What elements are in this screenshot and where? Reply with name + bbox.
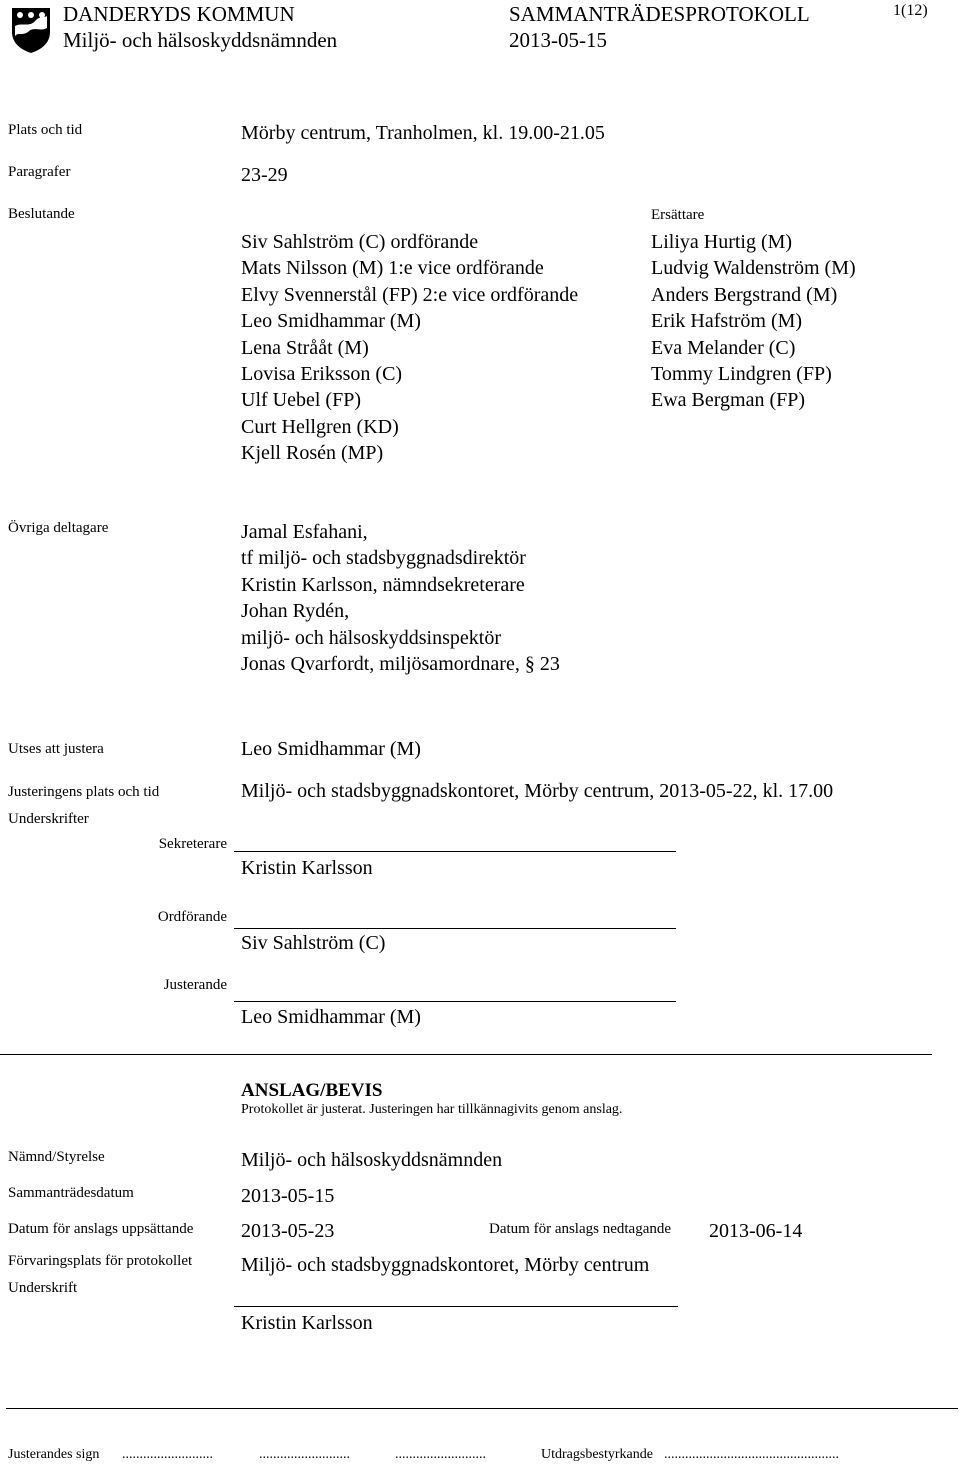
list-item: Eva Melander (C) <box>651 336 796 359</box>
substitutes-label: Ersättare <box>651 207 705 223</box>
list-item: Jamal Esfahani, <box>241 521 368 543</box>
adjustment-place-value: Miljö- och stadsbyggnadskontoret, Mörby centrum, 2013-05-22, kl. 17.00 <box>241 780 834 802</box>
notice-signature-name: Kristin Karlsson <box>241 1312 373 1334</box>
secretary-label: Sekreterare <box>158 836 227 852</box>
appointed-adjuster-value: Leo Smidhammar (M) <box>241 738 421 760</box>
org-name: DANDERYDS KOMMUN <box>63 2 295 26</box>
municipal-coat-of-arms-icon <box>10 6 52 54</box>
other-participants-label: Övriga deltagare <box>8 520 109 536</box>
list-item: Ludvig Waldenström (M) <box>651 257 856 280</box>
meeting-date-label: Sammanträdesdatum <box>8 1185 134 1201</box>
document-type: SAMMANTRÄDESPROTOKOLL <box>509 2 810 26</box>
meeting-date: 2013-05-15 <box>509 28 607 52</box>
chair-name: Siv Sahlström (C) <box>241 932 386 954</box>
footer-sign-field-3: .......................... <box>395 1447 486 1462</box>
list-item: Erik Hafström (M) <box>651 310 803 333</box>
committee-name: Miljö- och hälsoskyddsnämnden <box>63 28 338 52</box>
body-label: Nämnd/Styrelse <box>8 1149 105 1165</box>
notice-signature-line <box>234 1306 678 1307</box>
posted-date-value: 2013-05-23 <box>241 1220 335 1242</box>
list-item: Ulf Uebel (FP) <box>241 389 361 412</box>
list-item: Lena Strååt (M) <box>241 336 369 359</box>
deciding-label: Beslutande <box>8 206 75 222</box>
paragraphs-value: 23-29 <box>241 164 288 186</box>
signature-label: Underskrift <box>8 1280 78 1296</box>
meeting-date-value: 2013-05-15 <box>241 1185 335 1207</box>
appointed-adjuster-label: Utses att justera <box>8 741 104 757</box>
posted-date-label: Datum för anslags uppsättande <box>8 1221 194 1237</box>
deciding-members-list <box>241 229 578 467</box>
footer-sign-label: Justerandes sign <box>8 1447 100 1462</box>
footer-sign-field-1: .......................... <box>122 1447 213 1462</box>
chair-signature-line <box>234 928 676 929</box>
list-item: Liliya Hurtig (M) <box>651 231 793 253</box>
list-item: Tommy Lindgren (FP) <box>651 363 832 386</box>
footer-divider <box>6 1408 958 1409</box>
other-participants-list <box>241 519 560 677</box>
adjuster-label: Justerande <box>163 977 227 993</box>
list-item: tf miljö- och stadsbyggnadsdirektör <box>241 547 526 570</box>
list-item: Johan Rydén, <box>241 600 350 623</box>
substitutes-list <box>651 229 856 414</box>
footer-extract-field: .................................................. <box>664 1447 839 1462</box>
signatures-label: Underskrifter <box>8 811 89 827</box>
body-value: Miljö- och hälsoskyddsnämnden <box>241 1149 503 1171</box>
secretary-name: Kristin Karlsson <box>241 857 373 879</box>
adjuster-name: Leo Smidhammar (M) <box>241 1006 421 1028</box>
page-number: 1(12) <box>893 2 928 19</box>
paragraphs-label: Paragrafer <box>8 164 71 180</box>
list-item: Kjell Rosén (MP) <box>241 442 384 465</box>
list-item: Anders Bergstrand (M) <box>651 283 838 306</box>
list-item: Siv Sahlström (C) ordförande <box>241 231 479 253</box>
list-item: Jonas Qvarfordt, miljösamordnare, § 23 <box>241 653 560 676</box>
section-divider <box>0 1054 932 1055</box>
list-item: Mats Nilsson (M) 1:e vice ordförande <box>241 257 544 280</box>
adjustment-place-label: Justeringens plats och tid <box>8 784 160 800</box>
removed-date-label: Datum för anslags nedtagande <box>489 1221 672 1237</box>
storage-label: Förvaringsplats för protokollet <box>8 1253 193 1269</box>
place-label: Plats och tid <box>8 122 83 138</box>
notice-title: ANSLAG/BEVIS <box>241 1080 383 1101</box>
notice-subtitle: Protokollet är justerat. Justeringen har tillkännagivits genom anslag. <box>241 1102 623 1117</box>
list-item: Ewa Bergman (FP) <box>651 389 806 412</box>
list-item: Kristin Karlsson, nämndsekreterare <box>241 573 525 596</box>
adjuster-signature-line <box>234 1001 676 1002</box>
list-item: miljö- och hälsoskyddsinspektör <box>241 626 501 649</box>
removed-date-value: 2013-06-14 <box>709 1220 803 1242</box>
list-item: Leo Smidhammar (M) <box>241 310 421 333</box>
list-item: Curt Hellgren (KD) <box>241 415 399 438</box>
footer-extract-label: Utdragsbestyrkande <box>541 1447 653 1462</box>
footer-sign-field-2: .......................... <box>259 1447 350 1462</box>
list-item: Elvy Svennerstål (FP) 2:e vice ordförande <box>241 283 579 306</box>
place-value: Mörby centrum, Tranholmen, kl. 19.00-21.05 <box>241 122 605 144</box>
chair-label: Ordförande <box>157 909 227 925</box>
storage-value: Miljö- och stadsbyggnadskontoret, Mörby centrum <box>241 1254 650 1276</box>
secretary-signature-line <box>234 851 676 852</box>
list-item: Lovisa Eriksson (C) <box>241 363 403 386</box>
